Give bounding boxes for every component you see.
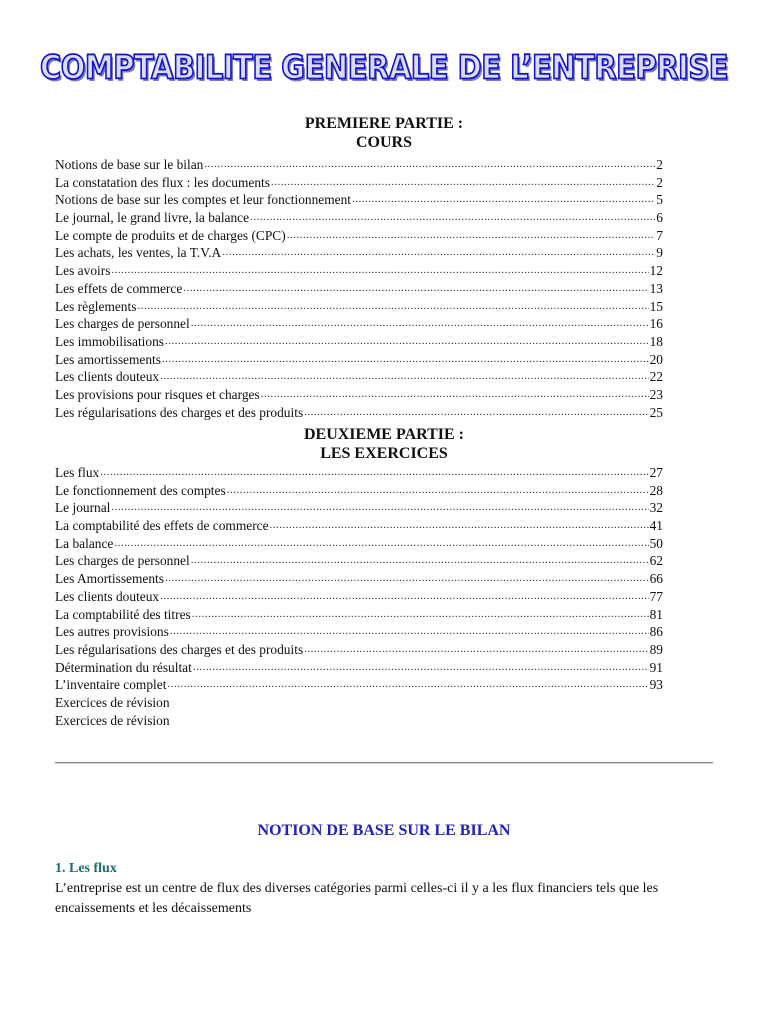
toc-entry-label: Les amortissements [55,351,161,367]
toc-entry-label: Notions de base sur le bilan [55,157,204,172]
part1-heading-line2: COURS [355,134,412,151]
toc-entry-label: Les charges de personnel [55,316,190,332]
toc-entry [55,552,663,570]
toc-entry-page: 15 [649,298,663,314]
toc-dot-leader [100,464,648,482]
toc-dot-leader [222,244,655,262]
toc-entry-page: 81 [649,606,663,622]
toc-entry-page: 86 [649,624,663,640]
toc-entry [55,333,663,351]
toc-entry [55,641,663,659]
toc-entry-label: Les clients douteux [55,369,160,385]
horizontal-divider [55,762,713,764]
toc-entry-page: 41 [649,518,663,534]
toc-entry [55,262,663,280]
toc-dot-leader [227,482,649,500]
toc-entry-page: 93 [649,677,663,693]
toc-dot-leader [261,386,649,404]
toc-entry-label: Les effets de commerce [55,280,183,296]
toc-entry-page: 25 [649,404,663,420]
toc-entry-page: 12 [649,263,663,279]
toc-entry-label: Le compte de produits et de charges (CPC) [55,227,286,243]
part2-heading [0,425,768,463]
toc-entry-page: 22 [649,369,663,385]
toc-entry-page: 16 [649,316,663,332]
toc-entry-page: 20 [649,351,663,367]
toc-entry-label: Les avoirs [55,263,111,279]
toc-dot-leader [287,227,656,245]
toc-entry-label: L’inventaire complet [55,677,167,693]
toc-entry [55,280,663,298]
toc-entry-label: Le fonctionnement des comptes [55,482,226,498]
toc-entry-label: Les clients douteux [55,588,160,604]
toc-entry-page: 66 [649,571,663,587]
toc-extra-line: Exercices de révision [55,694,170,710]
toc-entry-page: 18 [649,333,663,349]
toc-dot-leader [271,174,655,192]
toc-entry [55,588,663,606]
toc-entry [55,499,663,517]
toc-entry-page: 13 [649,280,663,296]
toc-entry-label: Les provisions pour risques et charges [55,386,260,402]
toc-entry-label: La comptabilité des titres [55,606,191,622]
toc-entry-label: Les charges de personnel [55,553,190,569]
toc-entry [55,535,663,553]
toc-entry [55,156,663,174]
toc-entry [55,404,663,422]
toc-entry [55,227,663,245]
toc-entry-label: Les Amortissements [55,571,164,587]
part2-heading-line2: LES EXERCICES [320,445,448,462]
toc-entry-page: 50 [649,535,663,551]
toc-dot-leader [160,588,648,606]
toc-dot-leader [111,262,648,280]
toc-dot-leader [191,315,649,333]
toc-entry-label: Les flux [55,465,100,480]
toc-entry-page: 89 [649,641,663,657]
toc-entry [55,386,663,404]
toc-entry-label: Le journal [55,500,111,516]
toc-entry [55,659,663,677]
toc-entry-label: Les autres provisions [55,624,169,640]
toc-entry-page: 6 [656,210,663,226]
toc-dot-leader [160,368,648,386]
toc-entry-label: Le journal, le grand livre, la balance [55,210,250,226]
toc-entry-page: 77 [649,588,663,604]
toc-entry-page: 2 [656,174,663,190]
toc-entry-page: 32 [649,500,663,516]
toc-dot-leader [304,641,648,659]
toc-entry [55,191,663,209]
toc-entry-label: Les régularisations des charges et des produits [55,404,304,420]
toc-entry-label: La comptabilité des effets de commerce [55,518,269,534]
toc-entry [55,315,663,333]
toc-entry [55,244,663,262]
toc-entry [55,676,663,694]
toc-dot-leader [250,209,655,227]
toc-entry [55,464,663,482]
table-of-contents-part2 [55,464,663,729]
toc-entry [55,570,663,588]
toc-entry-page: 7 [656,227,663,243]
toc-entry-page: 23 [649,386,663,402]
part1-heading-line1: PREMIERE PARTIE : [304,115,464,132]
toc-dot-leader [270,517,649,535]
toc-dot-leader [193,659,649,677]
section-paragraph: L’entreprise est un centre de flux des diverses catégories parmi celles-ci il y a les flux financiers tels que les encaissements et les décaissements [55,881,659,916]
toc-entry-page: 9 [656,245,663,261]
toc-entry-page: 27 [649,465,663,480]
toc-dot-leader [183,280,648,298]
section-subheading: 1. Les flux [55,861,117,876]
toc-entry-label: Les immobilisations [55,333,164,349]
toc-entry [55,209,663,227]
toc-dot-leader [165,570,649,588]
part1-heading [0,114,768,152]
toc-dot-leader [192,606,649,624]
toc-dot-leader [304,404,648,422]
toc-entry-page: 28 [649,482,663,498]
toc-entry-label: Notions de base sur les comptes et leur fonctionnement [55,192,352,208]
toc-entry-page: 62 [649,553,663,569]
toc-dot-leader [162,351,649,369]
toc-dot-leader [167,676,648,694]
toc-entry [55,298,663,316]
toc-entry-label: La balance [55,535,114,551]
toc-entry-label: Les achats, les ventes, la T.V.A [55,245,222,261]
document-title: COMPTABILITE GENERALE DE L’ENTREPRISE [39,47,729,87]
toc-entry [55,351,663,369]
part2-heading-line1: DEUXIEME PARTIE : [303,426,465,443]
toc-entry [55,482,663,500]
toc-extra-line: Exercices de révision [55,712,170,728]
toc-entry [55,368,663,386]
toc-entry-page: 5 [656,192,663,208]
toc-dot-leader [204,156,655,174]
toc-entry-page: 2 [656,157,663,172]
toc-entry [55,174,663,192]
toc-entry-page: 91 [649,659,663,675]
toc-dot-leader [114,535,648,553]
toc-dot-leader [111,499,648,517]
toc-entry-label: Les règlements [55,298,137,314]
toc-dot-leader [137,298,648,316]
toc-dot-leader [165,333,649,351]
toc-entry [55,606,663,624]
toc-dot-leader [191,552,649,570]
toc-dot-leader [352,191,655,209]
section-heading: NOTION DE BASE SUR LE BILAN [257,822,511,839]
toc-entry-label: Les régularisations des charges et des produits [55,641,304,657]
toc-entry-label: Détermination du résultat [55,659,192,675]
toc-entry-label: La constatation des flux : les documents [55,174,270,190]
table-of-contents-part1 [55,156,663,421]
toc-entry [55,623,663,641]
toc-dot-leader [170,623,649,641]
toc-entry [55,517,663,535]
